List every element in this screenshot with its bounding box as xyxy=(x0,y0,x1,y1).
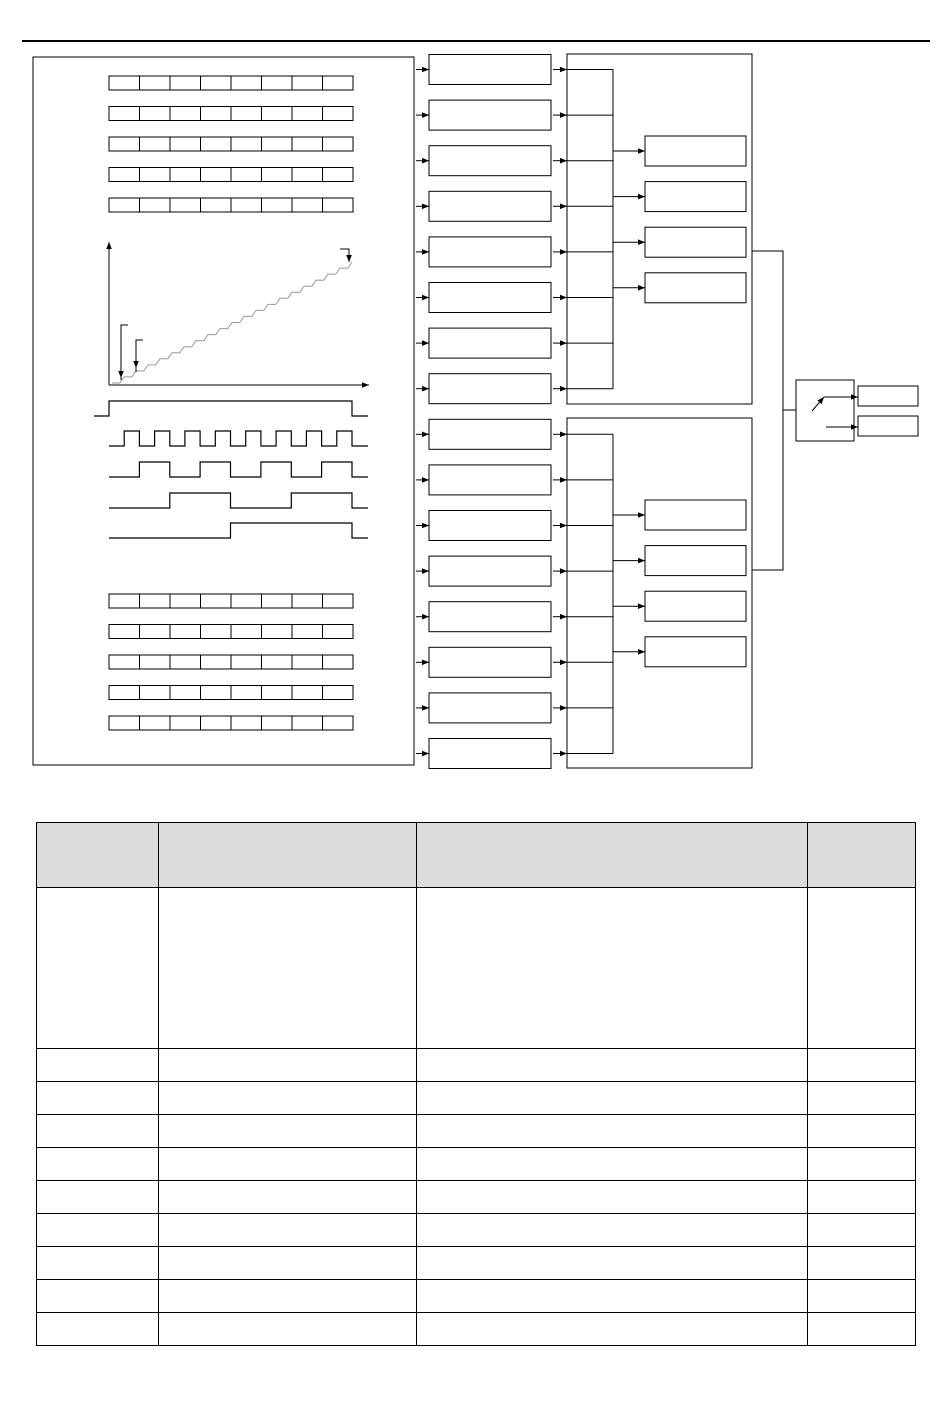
register-cell xyxy=(140,655,171,669)
register-cell xyxy=(292,594,323,608)
switch-feed-bracket xyxy=(752,251,783,570)
table-cell xyxy=(808,1082,916,1115)
register-cell xyxy=(231,198,262,212)
register-cell xyxy=(262,625,293,639)
register-cell xyxy=(170,686,201,700)
spec-table xyxy=(36,822,916,1346)
register-cell xyxy=(292,168,323,182)
table-cell xyxy=(159,1148,417,1181)
table-cell xyxy=(37,888,159,1049)
table-cell xyxy=(417,1247,808,1280)
staircase-ramp xyxy=(112,262,352,383)
channel-block xyxy=(429,55,551,85)
register-cell xyxy=(109,198,140,212)
register-cell xyxy=(292,716,323,730)
waveform-5 xyxy=(109,523,368,538)
register-cell xyxy=(170,198,201,212)
table-cell xyxy=(37,1214,159,1247)
table-cell xyxy=(37,1313,159,1346)
register-cell xyxy=(170,625,201,639)
register-cell xyxy=(201,198,232,212)
register-cell xyxy=(323,686,354,700)
table-row xyxy=(37,888,916,1049)
register-cell xyxy=(109,76,140,90)
table-row xyxy=(37,1049,916,1082)
register-cell xyxy=(201,686,232,700)
table-cell xyxy=(808,1148,916,1181)
register-cell xyxy=(109,107,140,121)
waveform-3 xyxy=(109,462,368,477)
register-cell xyxy=(231,107,262,121)
table-cell xyxy=(417,1049,808,1082)
register-cell xyxy=(140,594,171,608)
register-cell xyxy=(262,76,293,90)
source-panel xyxy=(33,57,414,765)
table-cell xyxy=(417,888,808,1049)
table-cell xyxy=(808,1313,916,1346)
register-cell xyxy=(170,655,201,669)
register-cell xyxy=(292,107,323,121)
table-cell xyxy=(159,1082,417,1115)
channel-block xyxy=(429,328,551,358)
register-cell xyxy=(201,107,232,121)
channel-block xyxy=(429,146,551,176)
register-cell xyxy=(323,594,354,608)
register-cell xyxy=(231,686,262,700)
register-cell xyxy=(170,76,201,90)
register-cell xyxy=(170,716,201,730)
channel-block xyxy=(429,647,551,677)
table-cell xyxy=(808,1049,916,1082)
register-cell xyxy=(140,76,171,90)
header-cell-1 xyxy=(37,823,159,888)
register-cell xyxy=(292,686,323,700)
register-cell xyxy=(323,107,354,121)
register-cell xyxy=(109,168,140,182)
table-cell xyxy=(37,1148,159,1181)
table-cell xyxy=(808,1214,916,1247)
group-output-block xyxy=(645,136,746,166)
group-output-block xyxy=(645,227,746,257)
register-cell xyxy=(231,716,262,730)
register-cell xyxy=(262,168,293,182)
table-cell xyxy=(159,1049,417,1082)
register-cell xyxy=(262,107,293,121)
table-row xyxy=(37,1214,916,1247)
ramp-bracket-2 xyxy=(136,340,143,372)
switch-contact-arrow xyxy=(812,397,824,411)
register-cell xyxy=(231,168,262,182)
register-cell xyxy=(201,625,232,639)
channel-block xyxy=(429,100,551,130)
table-cell xyxy=(37,1049,159,1082)
group-output-block xyxy=(645,273,746,303)
table-cell xyxy=(417,1115,808,1148)
group-panel xyxy=(567,54,752,404)
register-cell xyxy=(140,686,171,700)
table-row xyxy=(37,1082,916,1115)
register-cell xyxy=(323,137,354,151)
register-cell xyxy=(323,76,354,90)
ramp-bracket-1 xyxy=(121,325,128,380)
group-output-block xyxy=(645,546,746,576)
register-cell xyxy=(140,625,171,639)
table-cell xyxy=(159,888,417,1049)
register-cell xyxy=(170,137,201,151)
register-cell xyxy=(109,686,140,700)
register-cell xyxy=(262,198,293,212)
channel-block xyxy=(429,693,551,723)
register-cell xyxy=(170,107,201,121)
table-cell xyxy=(417,1148,808,1181)
group-output-block xyxy=(645,591,746,621)
header-cell-2 xyxy=(159,823,417,888)
register-cell xyxy=(140,198,171,212)
switch-output-block xyxy=(858,386,918,406)
table-cell xyxy=(808,1115,916,1148)
table-row xyxy=(37,1115,916,1148)
table-cell xyxy=(417,1313,808,1346)
table-cell xyxy=(808,1247,916,1280)
register-cell xyxy=(201,655,232,669)
register-cell xyxy=(323,655,354,669)
table-cell xyxy=(159,1313,417,1346)
channel-block xyxy=(429,511,551,541)
register-cell xyxy=(109,655,140,669)
register-cell xyxy=(231,76,262,90)
waveform-2 xyxy=(109,431,368,446)
register-cell xyxy=(231,137,262,151)
table-cell xyxy=(159,1280,417,1313)
register-cell xyxy=(201,594,232,608)
table-cell xyxy=(159,1214,417,1247)
table-cell xyxy=(37,1181,159,1214)
table-cell xyxy=(808,888,916,1049)
table-header-row xyxy=(37,823,916,888)
table-cell xyxy=(808,1181,916,1214)
register-cell xyxy=(170,594,201,608)
register-cell xyxy=(323,198,354,212)
register-cell xyxy=(109,625,140,639)
register-cell xyxy=(201,716,232,730)
channel-block xyxy=(429,556,551,586)
table-cell xyxy=(417,1214,808,1247)
waveform-4 xyxy=(109,493,368,508)
register-cell xyxy=(170,168,201,182)
register-cell xyxy=(140,168,171,182)
table-cell xyxy=(159,1181,417,1214)
table-cell xyxy=(417,1280,808,1313)
table-cell xyxy=(37,1280,159,1313)
group-output-block xyxy=(645,500,746,530)
register-cell xyxy=(323,168,354,182)
channel-block xyxy=(429,465,551,495)
channel-block xyxy=(429,602,551,632)
channel-block xyxy=(429,191,551,221)
register-cell xyxy=(231,625,262,639)
channel-block xyxy=(429,419,551,449)
register-cell xyxy=(262,137,293,151)
group-panel xyxy=(567,418,752,768)
register-cell xyxy=(323,716,354,730)
table-cell xyxy=(37,1082,159,1115)
table-cell xyxy=(159,1247,417,1280)
header-cell-4 xyxy=(808,823,916,888)
table-cell xyxy=(37,1115,159,1148)
register-cell xyxy=(292,137,323,151)
table-cell xyxy=(808,1280,916,1313)
table-row xyxy=(37,1280,916,1313)
switch-output-block xyxy=(858,416,918,436)
register-cell xyxy=(292,655,323,669)
register-cell xyxy=(262,686,293,700)
register-cell xyxy=(201,137,232,151)
channel-block xyxy=(429,739,551,769)
register-cell xyxy=(109,594,140,608)
register-cell xyxy=(231,594,262,608)
table-cell xyxy=(37,1247,159,1280)
channel-block xyxy=(429,237,551,267)
table-row xyxy=(37,1247,916,1280)
register-cell xyxy=(140,107,171,121)
register-cell xyxy=(201,168,232,182)
register-cell xyxy=(262,655,293,669)
register-cell xyxy=(201,76,232,90)
register-cell xyxy=(231,655,262,669)
register-cell xyxy=(262,594,293,608)
table-cell xyxy=(417,1181,808,1214)
register-cell xyxy=(292,198,323,212)
register-cell xyxy=(292,76,323,90)
register-cell xyxy=(140,137,171,151)
ramp-end-arrow xyxy=(340,249,349,262)
selector-switch-box xyxy=(796,380,854,441)
table-row xyxy=(37,1148,916,1181)
register-cell xyxy=(292,625,323,639)
waveform-1 xyxy=(94,401,368,416)
register-cell xyxy=(109,716,140,730)
table-cell xyxy=(417,1082,808,1115)
register-cell xyxy=(140,716,171,730)
table-cell xyxy=(159,1115,417,1148)
register-cell xyxy=(323,625,354,639)
header-cell-3 xyxy=(417,823,808,888)
group-output-block xyxy=(645,637,746,667)
channel-block xyxy=(429,283,551,313)
register-cell xyxy=(109,137,140,151)
table-row xyxy=(37,1313,916,1346)
register-cell xyxy=(262,716,293,730)
group-output-block xyxy=(645,182,746,212)
channel-block xyxy=(429,374,551,404)
table-row xyxy=(37,1181,916,1214)
